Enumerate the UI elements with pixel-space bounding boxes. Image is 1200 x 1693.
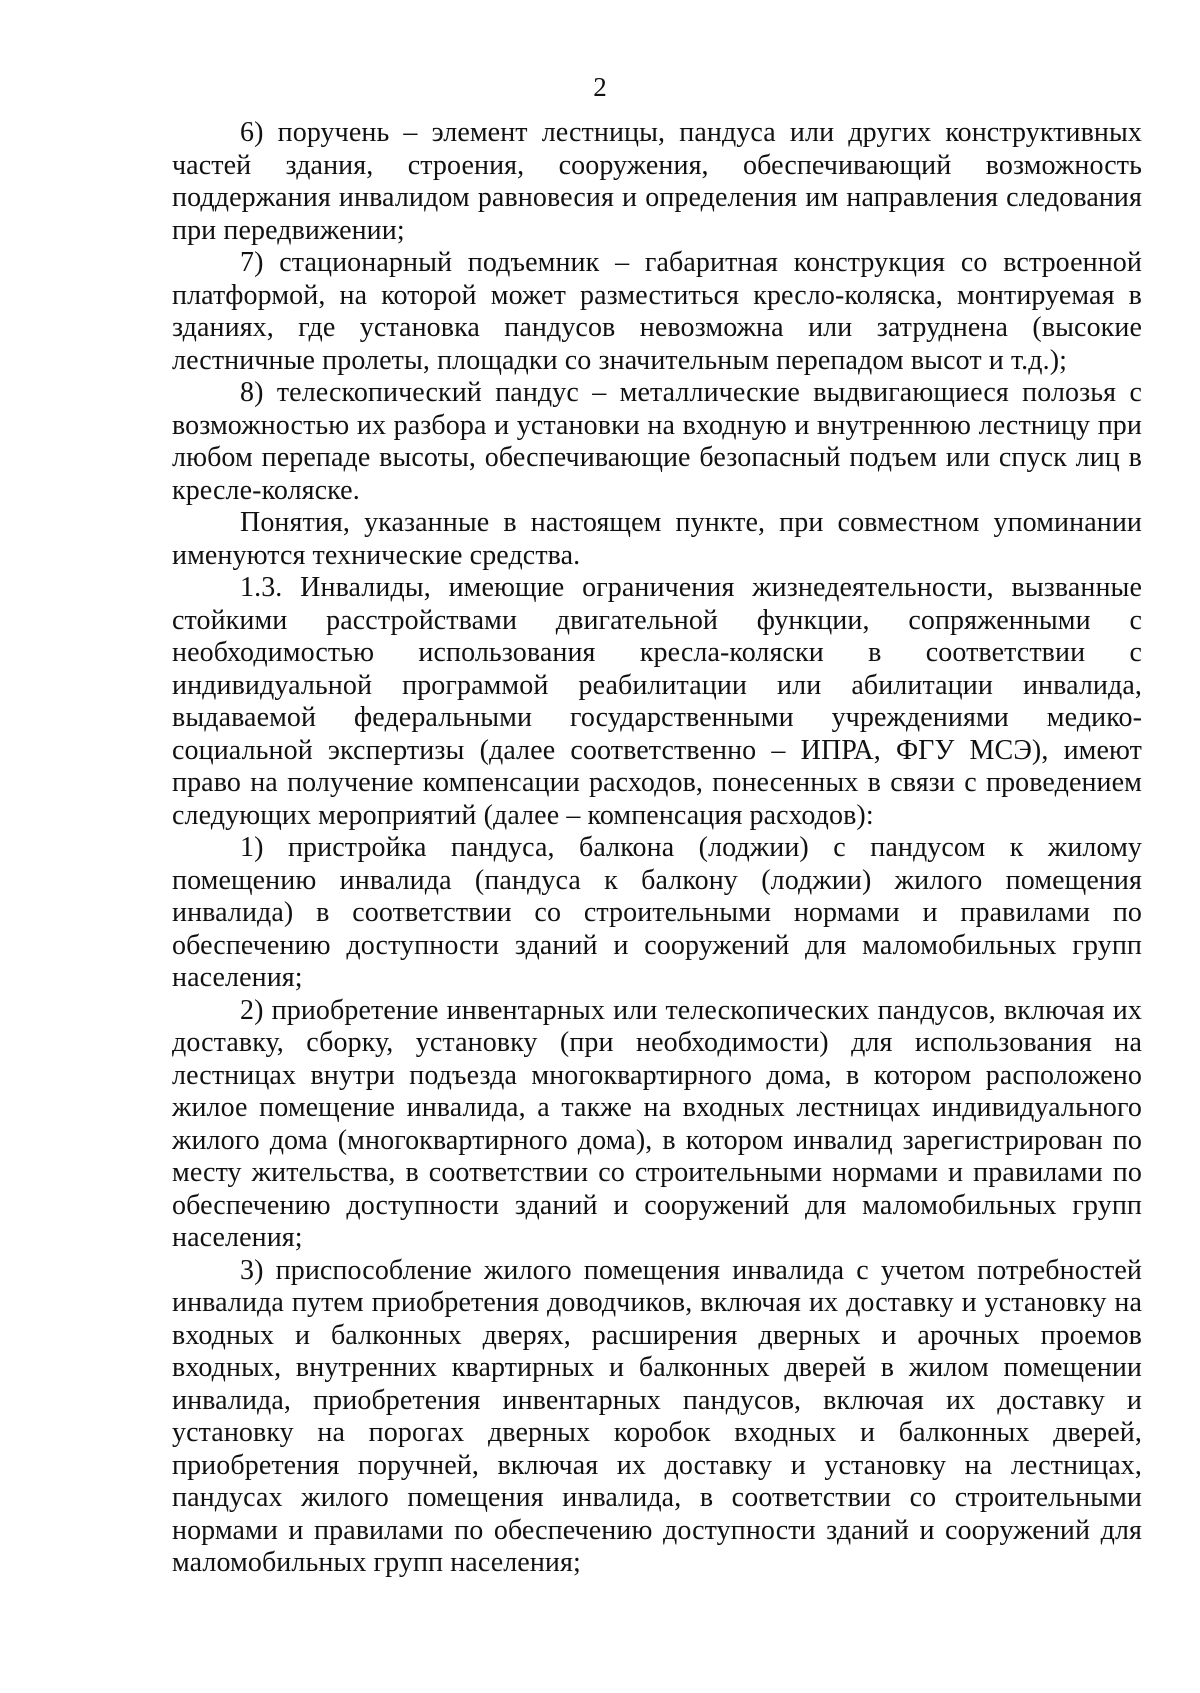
page-number: 2 (593, 72, 607, 102)
document-body (172, 117, 1142, 1580)
paragraph-technical-means-definition: Понятия, указанные в настоящем пункте, при совместном упоминании именуются технические средства. (172, 507, 1142, 571)
paragraph-measure-2-ramp-purchase: 2) приобретение инвентарных или телескопических пандусов, включая их доставку, сборку, установку (при необходимости) для использования на лестницах внутри подъезда многоквартирного дома, в котором расположено жилое помещение инвалида, а также на входных лестницах индивидуального жилого дома (многоквартирного дома), в котором инвалид зарегистрирован по месту жительства, в соответствии со строительными нормами и правилами по обеспечению доступности зданий и сооружений для маломобильных групп населения; (172, 994, 1142, 1253)
paragraph-section-1-3: 1.3. Инвалиды, имеющие ограничения жизнедеятельности, вызванные стойкими расстройствами двигательной функции, сопряженными с необходимостью использования кресла-коляски в соответствии с индивидуальной программой реабилитации или абилитации инвалида, выдаваемой федеральными государственными учреждениями медико-социальной экспертизы (далее соответственно – ИПРА, ФГУ МСЭ), имеют право на получение компенсации расходов, понесенных в связи с проведением следующих мероприятий (далее – компенсация расходов): (172, 572, 1142, 831)
paragraph-item-7-stationary-lift: 7) стационарный подъемник – габаритная конструкция со встроенной платформой, на которой может разместиться кресло-коляска, монтируемая в зданиях, где установка пандусов невозможна или затруднена (высокие лестничные пролеты, площадки со значительным перепадом высот и т.д.); (172, 247, 1142, 376)
paragraph-item-8-telescopic-ramp: 8) телескопический пандус – металлические выдвигающиеся полозья с возможностью их разбора и установки на входную и внутреннюю лестницу при любом перепаде высоты, обеспечивающие безопасный подъем или спуск лиц в кресле-коляске. (172, 377, 1142, 506)
paragraph-measure-1-ramp-construction: 1) пристройка пандуса, балкона (лоджии) с пандусом к жилому помещению инвалида (пандуса к балкону (лоджии) жилого помещения инвалида) в соответствии со строительными нормами и правилами по обеспечению доступности зданий и сооружений для маломобильных групп населения; (172, 832, 1142, 993)
paragraph-item-6-handrail: 6) поручень – элемент лестницы, пандуса или других конструктивных частей здания, строения, сооружения, обеспечивающий возможность поддержания инвалидом равновесия и определения им направления следования при передвижении; (172, 117, 1142, 246)
paragraph-measure-3-housing-adaptation: 3) приспособление жилого помещения инвалида с учетом потребностей инвалида путем приобретения доводчиков, включая их доставку и установку на входных и балконных дверях, расширения дверных и арочных проемов входных, внутренних квартирных и балконных дверей в жилом помещении инвалида, приобретения инвентарных пандусов, включая их доставку и установку на порогах дверных коробок входных и балконных дверей, приобретения поручней, включая их доставку и установку на лестницах, пандусах жилого помещения инвалида, в соответствии со строительными нормами и правилами по обеспечению доступности зданий и сооружений для маломобильных групп населения; (172, 1254, 1142, 1578)
